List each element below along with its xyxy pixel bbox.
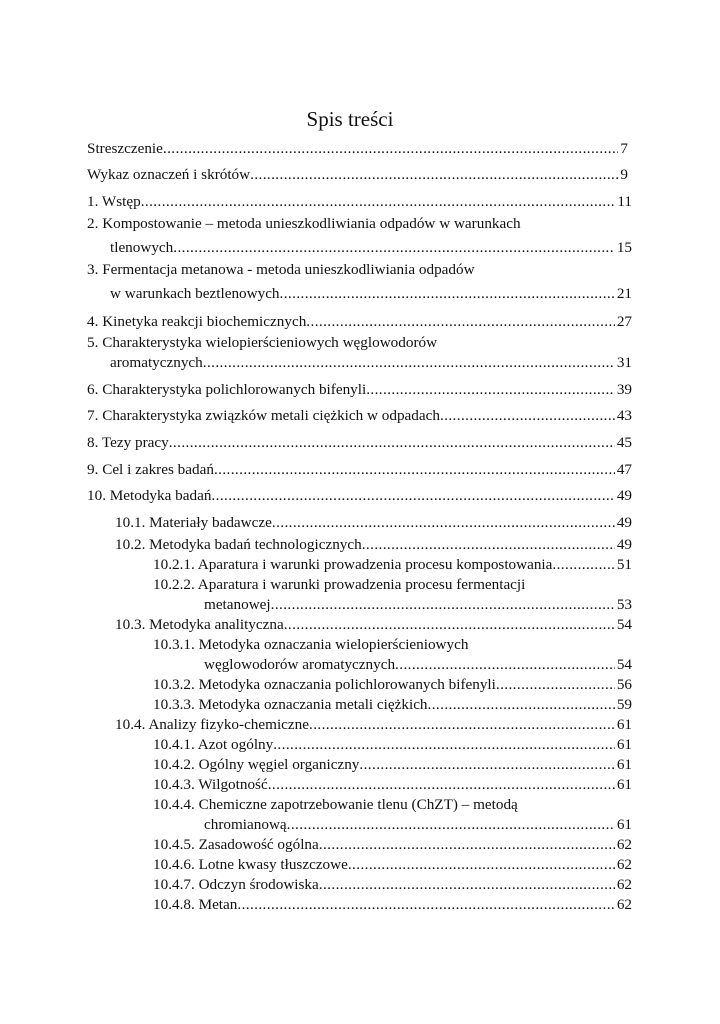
dot-leader bbox=[366, 380, 615, 400]
dot-leader bbox=[309, 715, 615, 735]
toc-entry-label: 10. Metodyka badań bbox=[87, 487, 212, 504]
toc-entry bbox=[110, 353, 632, 373]
toc-entry-label: 2. Kompostowanie – metoda unieszkodliwiania odpadów w warunkach bbox=[87, 215, 521, 232]
toc-entry bbox=[115, 513, 632, 533]
toc-entry bbox=[87, 406, 632, 426]
toc-entry bbox=[153, 755, 632, 775]
toc-entry-page: 61 bbox=[616, 756, 632, 773]
toc-entry-label: 1. Wstęp bbox=[87, 193, 141, 210]
toc-entry-page: 62 bbox=[616, 836, 632, 853]
toc-entry bbox=[110, 284, 632, 304]
toc-entry-label: 10.4.1. Azot ogólny bbox=[153, 736, 274, 753]
dot-leader bbox=[359, 755, 614, 775]
toc-entry-page: 31 bbox=[616, 354, 632, 371]
toc-entry-label: 10.1. Materiały badawcze bbox=[115, 514, 272, 531]
toc-entry-label: 10.3. Metodyka analityczna bbox=[115, 616, 284, 633]
dot-leader bbox=[552, 555, 614, 575]
toc-entry-page: 56 bbox=[616, 676, 632, 693]
toc-entry-page: 21 bbox=[616, 285, 632, 302]
toc-entry-label-cont: metanowej bbox=[204, 596, 271, 613]
toc-entry-label: 6. Charakterystyka polichlorowanych bifenyli bbox=[87, 381, 367, 398]
toc-entry-label: Wykaz oznaczeń i skrótów bbox=[87, 166, 251, 183]
toc-entry bbox=[87, 139, 628, 159]
dot-leader bbox=[319, 835, 615, 855]
toc-entry-page: 62 bbox=[616, 896, 632, 913]
toc-entry-page: 54 bbox=[616, 616, 632, 633]
toc-entry bbox=[204, 655, 632, 675]
toc-entry-label: 10.4. Analizy fizyko-chemiczne bbox=[115, 716, 309, 733]
toc-entry-label: 10.2.2. Aparatura i warunki prowadzenia procesu fermentacji bbox=[153, 576, 526, 593]
toc-entry-label-cont: aromatycznych bbox=[110, 354, 203, 371]
toc-entry-page: 49 bbox=[616, 487, 632, 504]
toc-entry bbox=[87, 460, 632, 480]
toc-entry-label: 10.3.1. Metodyka oznaczania wielopierścieniowych bbox=[153, 636, 469, 653]
toc-entry-page: 61 bbox=[616, 776, 632, 793]
toc-entry-label: 10.2.1. Aparatura i warunki prowadzenia procesu kompostowania bbox=[153, 556, 553, 573]
toc-entry-label: 4. Kinetyka reakcji biochemicznych bbox=[87, 313, 307, 330]
toc-entry-label-cont: węglowodorów aromatycznych bbox=[204, 656, 396, 673]
toc-entry-label-cont: tlenowych bbox=[110, 239, 174, 256]
dot-leader bbox=[141, 192, 616, 212]
dot-leader bbox=[395, 655, 615, 675]
dot-leader bbox=[271, 595, 615, 615]
dot-leader bbox=[211, 486, 614, 506]
page-title: Spis treści bbox=[306, 107, 394, 131]
toc-entry bbox=[204, 595, 632, 615]
dot-leader bbox=[362, 535, 615, 555]
toc-entry bbox=[115, 715, 632, 735]
dot-leader bbox=[280, 284, 615, 304]
toc-entry-label: 10.4.2. Ogólny węgiel organiczny bbox=[153, 756, 360, 773]
toc-entry bbox=[153, 835, 632, 855]
toc-entry bbox=[153, 855, 632, 875]
dot-leader bbox=[250, 165, 618, 185]
dot-leader bbox=[169, 433, 615, 453]
dot-leader bbox=[163, 139, 619, 159]
toc-entry-page: 9 bbox=[620, 166, 628, 183]
toc-entry bbox=[115, 535, 632, 555]
dot-leader bbox=[428, 695, 615, 715]
toc-entry bbox=[153, 775, 632, 795]
dot-leader bbox=[306, 312, 615, 332]
toc-entry-label: 9. Cel i zakres badań bbox=[87, 461, 214, 478]
dot-leader bbox=[273, 735, 615, 755]
toc-entry-page: 51 bbox=[616, 556, 632, 573]
toc-entry-page: 7 bbox=[620, 140, 628, 157]
toc-entry bbox=[153, 555, 632, 575]
dot-leader bbox=[237, 895, 614, 915]
toc-entry-page: 62 bbox=[616, 876, 632, 893]
toc-entry-label: 10.3.2. Metodyka oznaczania polichlorowanych bifenyli bbox=[153, 676, 496, 693]
dot-leader bbox=[287, 815, 615, 835]
toc-entry-page: 15 bbox=[616, 239, 632, 256]
toc-entry-page: 45 bbox=[616, 434, 632, 451]
toc-entry-label: 10.4.7. Odczyn środowiska bbox=[153, 876, 319, 893]
toc-entry bbox=[153, 895, 632, 915]
toc-entry-label: 5. Charakterystyka wielopierścieniowych węglowodorów bbox=[87, 334, 438, 351]
toc-entry bbox=[153, 675, 632, 695]
toc-entry-label-cont: w warunkach beztlenowych bbox=[110, 285, 280, 302]
toc-entry bbox=[115, 615, 632, 635]
toc-entry-page: 54 bbox=[616, 656, 632, 673]
toc-entry bbox=[87, 380, 632, 400]
dot-leader bbox=[203, 353, 615, 373]
toc-entry-page: 61 bbox=[616, 716, 632, 733]
dot-leader bbox=[440, 406, 615, 426]
toc-entry bbox=[204, 815, 632, 835]
toc-entry-page: 11 bbox=[617, 193, 632, 210]
dot-leader bbox=[214, 460, 615, 480]
toc-entry bbox=[87, 312, 632, 332]
toc-entry-label: 8. Tezy pracy bbox=[87, 434, 169, 451]
toc-entry-label: 10.4.8. Metan bbox=[153, 896, 238, 913]
toc-entry bbox=[87, 486, 632, 506]
toc-entry-page: 27 bbox=[616, 313, 632, 330]
toc-entry bbox=[110, 238, 632, 258]
toc-entry bbox=[153, 875, 632, 895]
toc-entry-label: 10.4.5. Zasadowość ogólna bbox=[153, 836, 319, 853]
toc-entry-page: 47 bbox=[616, 461, 632, 478]
toc-entry-label: 7. Charakterystyka związków metali ciężkich w odpadach bbox=[87, 407, 440, 424]
toc-entry-label: 10.3.3. Metodyka oznaczania metali ciężkich bbox=[153, 696, 428, 713]
toc-entry-page: 62 bbox=[616, 856, 632, 873]
toc-entry-label: 10.4.6. Lotne kwasy tłuszczowe bbox=[153, 856, 348, 873]
toc-entry-page: 49 bbox=[616, 514, 632, 531]
toc-entry-page: 59 bbox=[616, 696, 632, 713]
toc-entry-page: 43 bbox=[616, 407, 632, 424]
toc-entry-label: 10.4.3. Wilgotność bbox=[153, 776, 268, 793]
dot-leader bbox=[319, 875, 615, 895]
dot-leader bbox=[268, 775, 615, 795]
toc-entry-page: 53 bbox=[616, 596, 632, 613]
toc-entry bbox=[153, 695, 632, 715]
toc-entry bbox=[153, 735, 632, 755]
dot-leader bbox=[496, 675, 615, 695]
toc-entry-page: 39 bbox=[616, 381, 632, 398]
dot-leader bbox=[348, 855, 615, 875]
toc-entry-label: Streszczenie bbox=[87, 140, 163, 157]
toc-entry-page: 49 bbox=[616, 536, 632, 553]
toc-entry-label-cont: chromianową bbox=[204, 816, 287, 833]
toc-entry bbox=[87, 433, 632, 453]
toc-entry-label: 10.2. Metodyka badań technologicznych bbox=[115, 536, 362, 553]
toc-entry-page: 61 bbox=[616, 816, 632, 833]
toc-entry bbox=[87, 192, 632, 212]
dot-leader bbox=[272, 513, 615, 533]
toc-entry-page: 61 bbox=[616, 736, 632, 753]
dot-leader bbox=[173, 238, 615, 258]
toc-entry-label: 3. Fermentacja metanowa - metoda unieszkodliwiania odpadów bbox=[87, 261, 475, 278]
toc-entry bbox=[87, 165, 628, 185]
toc-entry-label: 10.4.4. Chemiczne zapotrzebowanie tlenu (ChZT) – metodą bbox=[153, 796, 518, 813]
dot-leader bbox=[284, 615, 615, 635]
